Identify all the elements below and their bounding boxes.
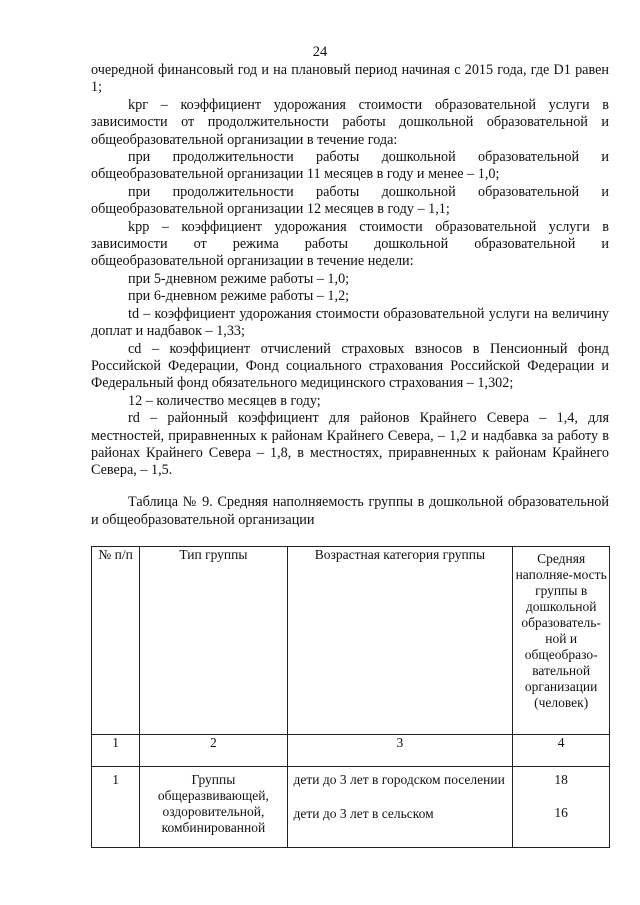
age-category-item: дети до 3 лет в сельском <box>293 806 434 821</box>
paragraph: 12 – количество месяцев в году; <box>128 392 321 409</box>
header-cell-group-type: Тип группы <box>140 547 287 735</box>
occupancy-value: 18 <box>554 772 568 787</box>
occupancy-value: 16 <box>554 805 568 820</box>
header-cell-average-occupancy: Средняя наполняе-мость группы в дошкольной образователь-ной и общеобразо-вательной организации (человек) <box>513 547 610 735</box>
group-occupancy-table <box>91 546 610 848</box>
page-number: 24 <box>312 44 328 60</box>
group-type-cell: Группы общеразвивающей, оздоровительной, комбинированной <box>140 767 287 848</box>
table-row <box>92 767 610 848</box>
paragraph: при 5-дневном режиме работы – 1,0; <box>128 270 350 287</box>
paragraph: kрр – коэффициент удорожания стоимости образовательной услуги в зависимости от режима работы дошкольной образовательной и общеобразовательной организации в течение недели: <box>91 218 609 270</box>
header-cell-age-category: Возрастная категория группы <box>287 547 513 735</box>
column-number-row <box>92 735 610 767</box>
column-number: 1 <box>92 735 140 767</box>
average-occupancy-cell <box>513 767 610 848</box>
age-category-cell <box>287 767 513 848</box>
column-number: 4 <box>513 735 610 767</box>
paragraph: kрг – коэффициент удорожания стоимости образовательной услуги в зависимости от продолжительности работы дошкольной образовательной и общеобразовательной организации в течение года: <box>91 96 609 148</box>
paragraph: cd – коэффициент отчислений страховых взносов в Пенсионный фонд Российской Федерации, Фонд социального страхования Российской Федерации и Федеральный фонд обязательного медицинского страхования – 1,302; <box>91 340 609 392</box>
row-number-cell: 1 <box>92 767 140 848</box>
paragraph: при продолжительности работы дошкольной образовательной и общеобразовательной организации 12 месяцев в году – 1,1; <box>91 183 609 218</box>
table-caption-text: Таблица № 9. Средняя наполняемость группы в дошкольной образовательной и общеобразовательной организации <box>91 494 609 528</box>
table-header-row <box>92 547 610 735</box>
column-number: 3 <box>287 735 513 767</box>
age-category-item: дети до 3 лет в городском поселении <box>293 772 505 787</box>
body-text <box>91 62 609 480</box>
paragraph: очередной финансовый год и на плановый период начиная с 2015 года, где D1 равен 1; <box>91 62 609 96</box>
paragraph: при продолжительности работы дошкольной образовательной и общеобразовательной организации 11 месяцев в году и менее – 1,0; <box>91 149 609 183</box>
header-cell-number: № п/п <box>92 547 140 735</box>
paragraph: при 6-дневном режиме работы – 1,2; <box>128 288 350 305</box>
paragraph: td – коэффициент удорожания стоимости образовательной услуги на величину доплат и надбавок – 1,33; <box>91 305 609 340</box>
table-caption <box>91 493 609 529</box>
column-number: 2 <box>140 735 287 767</box>
paragraph: rd – районный коэффициент для районов Крайнего Севера – 1,4, для местностей, приравненных к районам Крайнего Севера, – 1,2 и надбавка за работу в районах Крайнего Севера – 1,8, в местностях, приравненных к районам Крайнего Севера, – 1,5. <box>91 410 609 479</box>
